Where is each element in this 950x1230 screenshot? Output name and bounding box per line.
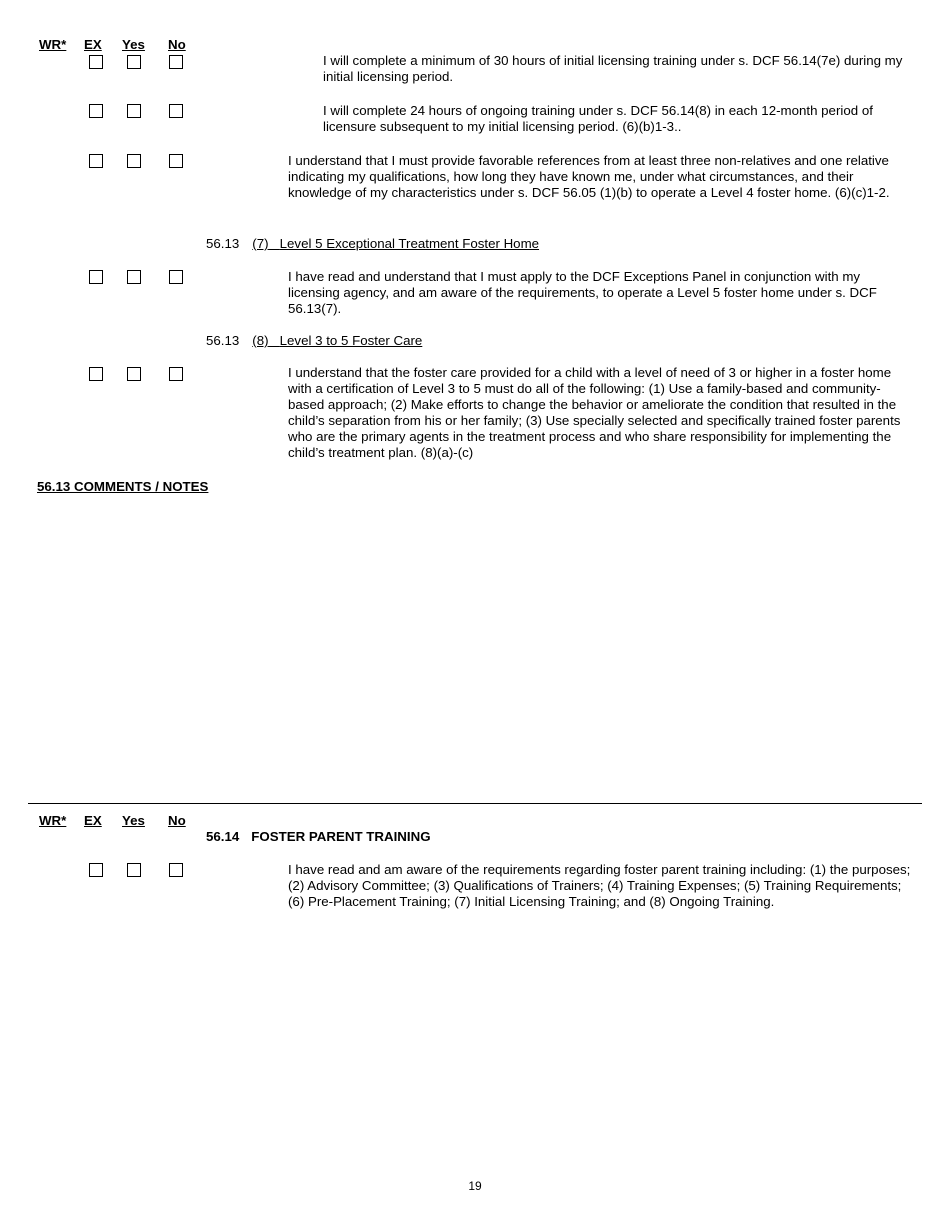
subsection-title: Level 3 to 5 Foster Care — [279, 333, 423, 348]
column-header-ex: EX — [84, 37, 102, 52]
ex-checkbox[interactable] — [89, 270, 103, 284]
column-header-no: No — [168, 813, 186, 828]
subsection-number: 56.13 — [206, 236, 240, 251]
section-number: 56.14 — [206, 829, 240, 844]
section-title: FOSTER PARENT TRAINING — [251, 829, 431, 844]
ex-checkbox[interactable] — [89, 154, 103, 168]
requirement-statement: I have read and am aware of the requirements regarding foster parent training including: (1) the purposes; (2) Advisory Committee; (3) Qualifications of Trainers; (4) Training Expenses; (5) Training Requirements; (6) Pre-Placement Training; (7) Initial Licensing Training; and (8) Ongoing Training. — [288, 862, 911, 909]
subsection-title: Level 5 Exceptional Treatment Foster Home — [279, 236, 540, 251]
no-checkbox[interactable] — [169, 367, 183, 381]
requirement-statement: I have read and understand that I must apply to the DCF Exceptions Panel in conjunction with my licensing agency, and am aware of the requirements, to operate a Level 5 foster home under s. DCF 56.13(7). — [288, 269, 877, 316]
column-header-no: No — [168, 37, 186, 52]
column-header-yes: Yes — [122, 37, 145, 52]
no-checkbox[interactable] — [169, 863, 183, 877]
yes-checkbox[interactable] — [127, 863, 141, 877]
no-checkbox[interactable] — [169, 104, 183, 118]
yes-checkbox[interactable] — [127, 104, 141, 118]
yes-checkbox[interactable] — [127, 367, 141, 381]
ex-checkbox[interactable] — [89, 863, 103, 877]
ex-checkbox[interactable] — [89, 55, 103, 69]
requirement-statement: I understand that I must provide favorable references from at least three non-relatives and one relative indicating my qualifications, how long they have known me, under what circumstances, and their knowledge of my characteristics under s. DCF 56.05 (1)(b) to operate a Level 4 foster home. (6)(c)1-2. — [288, 153, 890, 200]
comments-heading: 56.13 COMMENTS / NOTES — [37, 479, 209, 494]
subsection-heading — [206, 236, 539, 252]
page-number: 19 — [468, 1179, 482, 1193]
subsection-heading — [206, 333, 422, 349]
section-divider — [28, 803, 922, 804]
yes-checkbox[interactable] — [127, 55, 141, 69]
yes-checkbox[interactable] — [127, 270, 141, 284]
column-header-wr: WR* — [39, 37, 67, 52]
column-header-yes: Yes — [122, 813, 145, 828]
requirement-statement: I will complete a minimum of 30 hours of initial licensing training under s. DCF 56.14(7e) during my initial licensing period. — [323, 53, 903, 84]
section-heading — [206, 829, 431, 845]
requirement-statement: I understand that the foster care provided for a child with a level of need of 3 or higher in a foster home with a certification of Level 3 to 5 must do all of the following: (1) Use a family-based and community-based approach; (2) Make efforts to change the behavior or ameliorate the condition that resulted in the child’s separation from his or her family; (3) Use specially selected and specifically trained foster parents who are the primary agents in the treatment process and who share responsibility for implementing the child’s treatment plan. (8)(a)-(c) — [288, 365, 901, 460]
column-header-ex: EX — [84, 813, 102, 828]
requirement-statement: I will complete 24 hours of ongoing training under s. DCF 56.14(8) in each 12-month period of licensure subsequent to my initial licensing period. (6)(b)1-3.. — [323, 103, 873, 134]
ex-checkbox[interactable] — [89, 104, 103, 118]
subsection-code: (8) — [252, 333, 269, 348]
no-checkbox[interactable] — [169, 270, 183, 284]
subsection-number: 56.13 — [206, 333, 240, 348]
comments-notes-area[interactable] — [37, 500, 915, 790]
no-checkbox[interactable] — [169, 55, 183, 69]
ex-checkbox[interactable] — [89, 367, 103, 381]
no-checkbox[interactable] — [169, 154, 183, 168]
subsection-code: (7) — [252, 236, 269, 251]
column-header-wr: WR* — [39, 813, 67, 828]
yes-checkbox[interactable] — [127, 154, 141, 168]
